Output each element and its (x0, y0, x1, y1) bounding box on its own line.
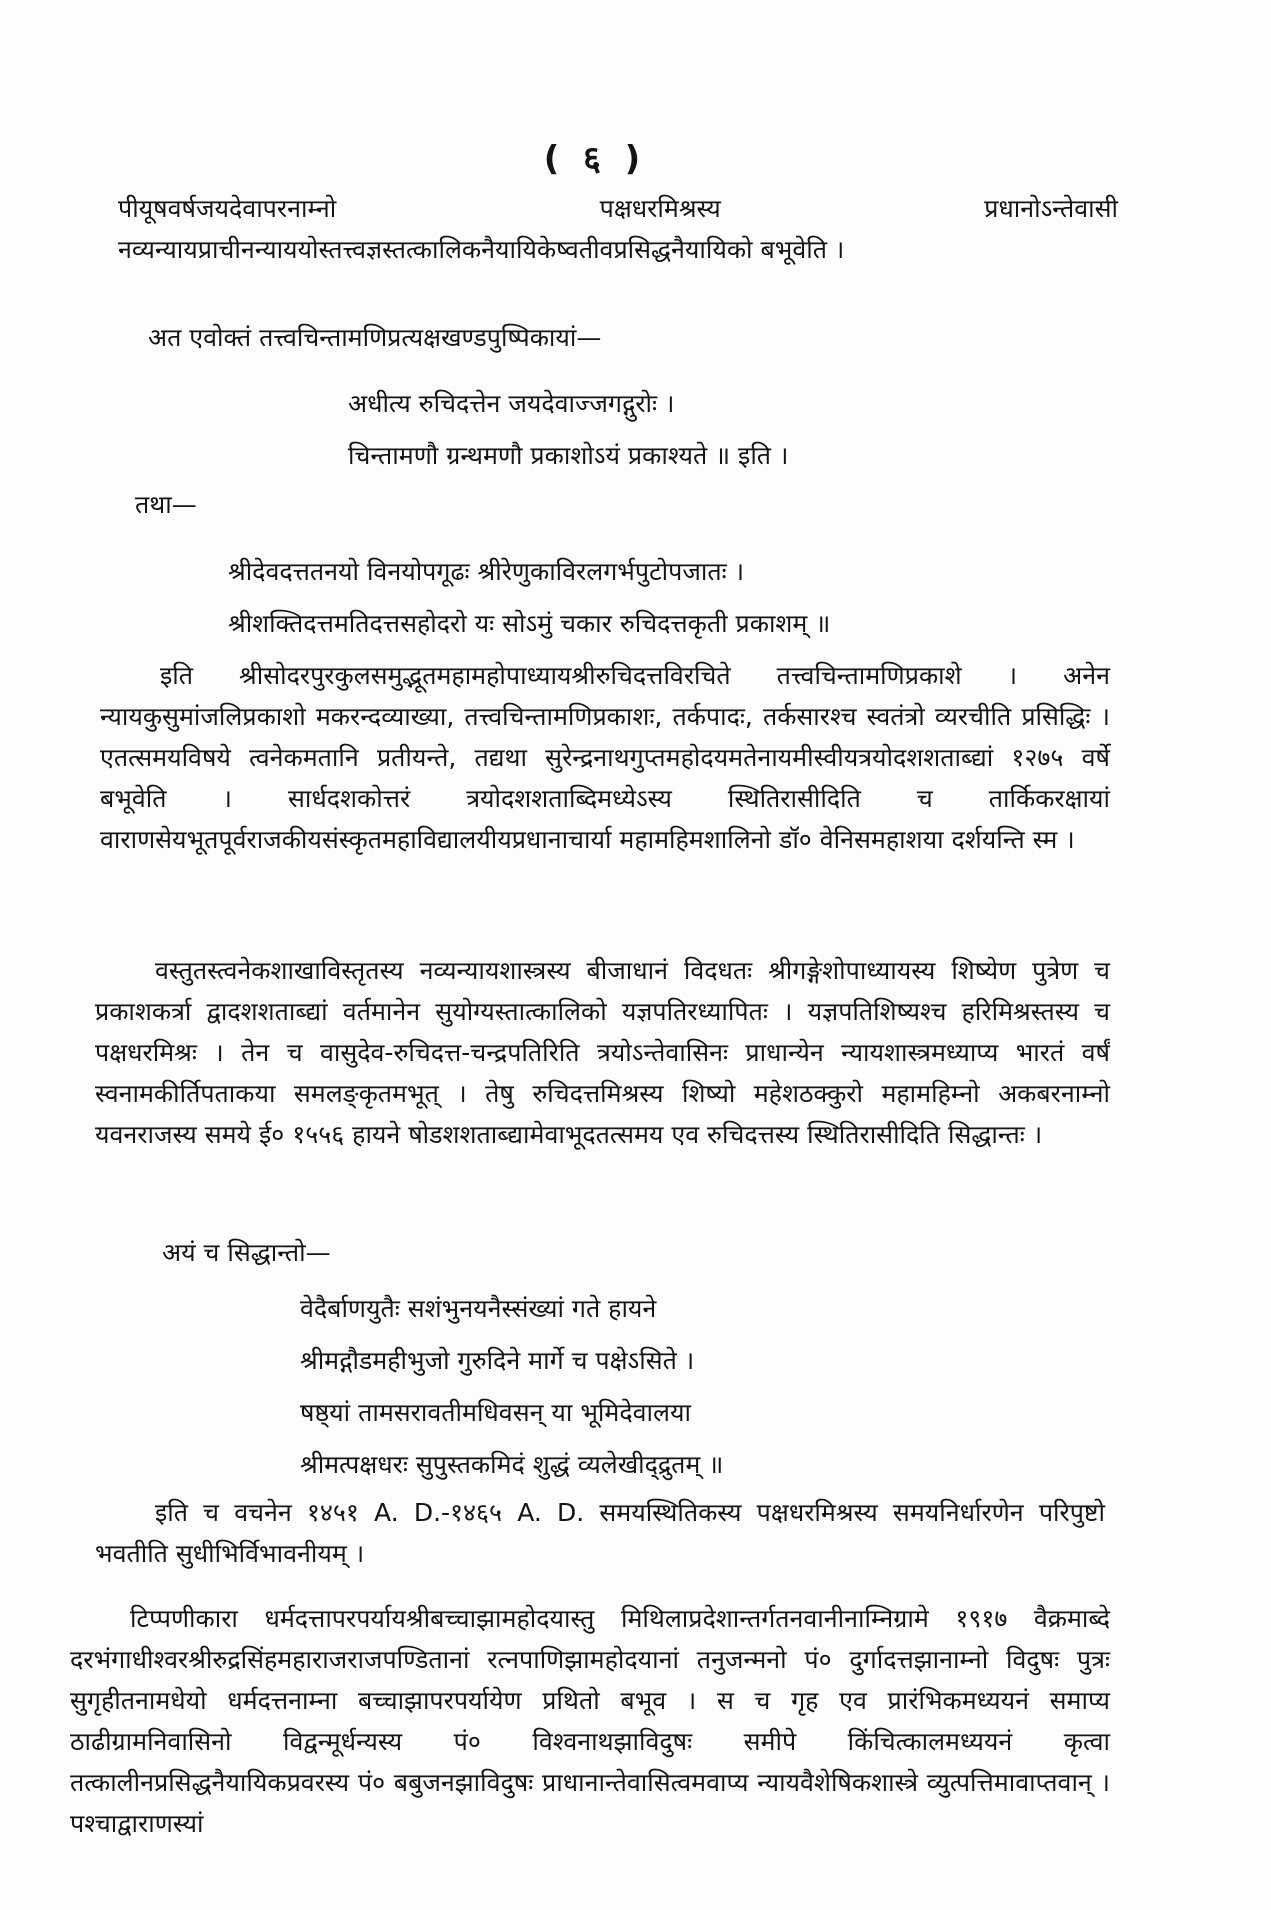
paragraph-colophon-intro: अत एवोक्तं तत्त्वचिन्तामणिप्रत्यक्षखण्डपुष्पिकायां— (148, 323, 602, 352)
verse-line: अधीत्य रुचिदत्तेन जयदेवाज्जगद्गुरोः । (348, 389, 675, 418)
verse-line: श्रीमत्पक्षधरः सुपुस्तकमिदं शुद्धं व्यलेखीद्द्रुतम् ॥ (300, 1450, 724, 1479)
paragraph-prakasha: इति श्रीसोदरपुरकुलसमुद्भूतमहामहोपाध्यायश्रीरुचिदत्तविरचिते तत्त्वचिन्तामणिप्रकाशे । अनेन न्यायकुसुमांजलिप्रकाशो मकरन्दव्याख्या, तत्त्वचिन्तामणिप्रकाशः, तर्कपादः, तर्कसारश्च स्वतंत्रो व्यरचीति प्रसिद्धिः । एतत्समयविषये त्वनेकमतानि प्रतीयन्ते, तद्यथा सुरेन्द्रनाथगुप्तमहोदयमतेनायमीस्वीयत्रयोदशशताब्द्यां १२७५ वर्षे बभूवेति । सार्धदशकोत्तरं त्रयोदशशताब्दिमध्येऽस्य स्थितिरासीदिति च तार्किकरक्षायां वाराणसेयभूतपूर्वराजकीयसंस्कृतमहाविद्यालयीयप्रधानाचार्या महामहिमशालिनो डॉ० वेनिसमहाशया दर्शयन्ति स्म । (100, 661, 1110, 854)
verse-line: षष्ठ्यां तामसरावतीमधिवसन् या भूमिदेवालया (300, 1398, 691, 1427)
verse-vedaih (300, 1283, 723, 1491)
verse-line: चिन्तामणौ ग्रन्थमणौ प्रकाशोऽयं प्रकाश्यते ॥ इति । (348, 441, 789, 470)
paragraph-tippani: टिप्पणीकारा धर्मदत्तापरपर्यायश्रीबच्चाझामहोदयास्तु मिथिलाप्रदेशान्तर्गतनवानीनाम्निग्रामे १९१७ वैक्रमाब्दे दरभंगाधीश्वरश्रीरुद्रसिंहमहाराजराजपण्डितानां रत्नपाणिझामहोदयानां तनुजन्मनो पं० दुर्गादत्तझानाम्नो विदुषः पुत्रः सुगृहीतनामधेयो धर्मदत्तनाम्ना बच्चाझापरपर्यायेण प्रथितो बभूव । स च गृह एव प्रारंभिकमध्ययनं समाप्य ठाढीग्रामनिवासिनो विद्वन्मूर्धन्यस्य पं० विश्वनाथझाविदुषः समीपे किंचित्कालमध्ययनं कृत्वा तत्कालीनप्रसिद्धनैयायिकप्रवरस्य पं० बबुजनझाविदुषः प्राधानान्तेवासित्वमवाप्य न्यायवैशेषिकशास्त्रे व्युत्पत्तिमावाप्तवान् । पश्चाद्वाराणस्यां (70, 1604, 1110, 1838)
tatha-label: तथा— (135, 490, 197, 519)
verse-line: श्रीमद्गौडमहीभुजो गुरुदिने मार्गे च पक्षेऽसिते । (300, 1346, 695, 1375)
paragraph-date-conclusion: इति च वचनेन १४५१ A. D.-१४६५ A. D. समयस्थितिकस्य पक्षधरमिश्रस्य समयनिर्धारणेन परिपुष्टो भवतीति सुधीभिर्विभावनीयम् । (95, 1498, 1105, 1568)
paragraph-lineage: वस्तुतस्त्वनेकशाखाविस्तृतस्य नव्यन्यायशास्त्रस्य बीजाधानं विदधतः श्रीगङ्गेशोपाध्यायस्य शिष्येण पुत्रेण च प्रकाशकर्त्रा द्वादशशताब्द्यां वर्तमानेन सुयोग्यस्तात्कालिको यज्ञपतिरध्यापितः । यज्ञपतिशिष्यश्च हरिमिश्रस्तस्य च पक्षधरमिश्रः । तेन च वासुदेव-रुचिदत्त-चन्द्रपतिरिति त्रयोऽन्तेवासिनः प्राधान्येन न्यायशास्त्रमध्याप्य भारतं वर्षं स्वनामकीर्तिपताकया समलङ्कृतमभूत् । तेषु रुचिदत्तमिश्रस्य शिष्यो महेशठक्कुरो महामहिम्नो अकबरनाम्नो यवनराजस्य समये ई० १५५६ हायने षोडशशताब्द्यामेवाभूदतत्समय एव रुचिदत्तस्य स्थितिरासीदिति सिद्धान्तः । (95, 956, 1110, 1149)
verse-line: श्रीदेवदत्ततनयो विनयोपगूढः श्रीरेणुकाविरलगर्भपुटोपजातः । (228, 557, 745, 586)
verse-line: वेदैर्बाणयुतैः सशंभुनयनैस्संख्यां गते हायने (300, 1294, 657, 1323)
paragraph-siddhanta-intro: अयं च सिद्धान्तो— (162, 1238, 331, 1267)
verse-line: श्रीशक्तिदत्तमतिदत्तसहोदरो यः सोऽमुं चकार रुचिदत्तकृती प्रकाशम् ॥ (228, 609, 831, 638)
verse-adhitya (348, 378, 788, 482)
paragraph-intro: पीयूषवर्षजयदेवापरनाम्नो पक्षधरमिश्रस्य प्रधानोऽन्तेवासी नव्यन्यायप्राचीनन्याययोस्तत्त्वज्ञस्तत्कालिकनैयायिकेष्वतीवप्रसिद्धनैयायिको बभूवेति । (118, 194, 1118, 264)
verse-devadatta (228, 546, 830, 650)
page-number: ( ६ ) (543, 139, 647, 179)
